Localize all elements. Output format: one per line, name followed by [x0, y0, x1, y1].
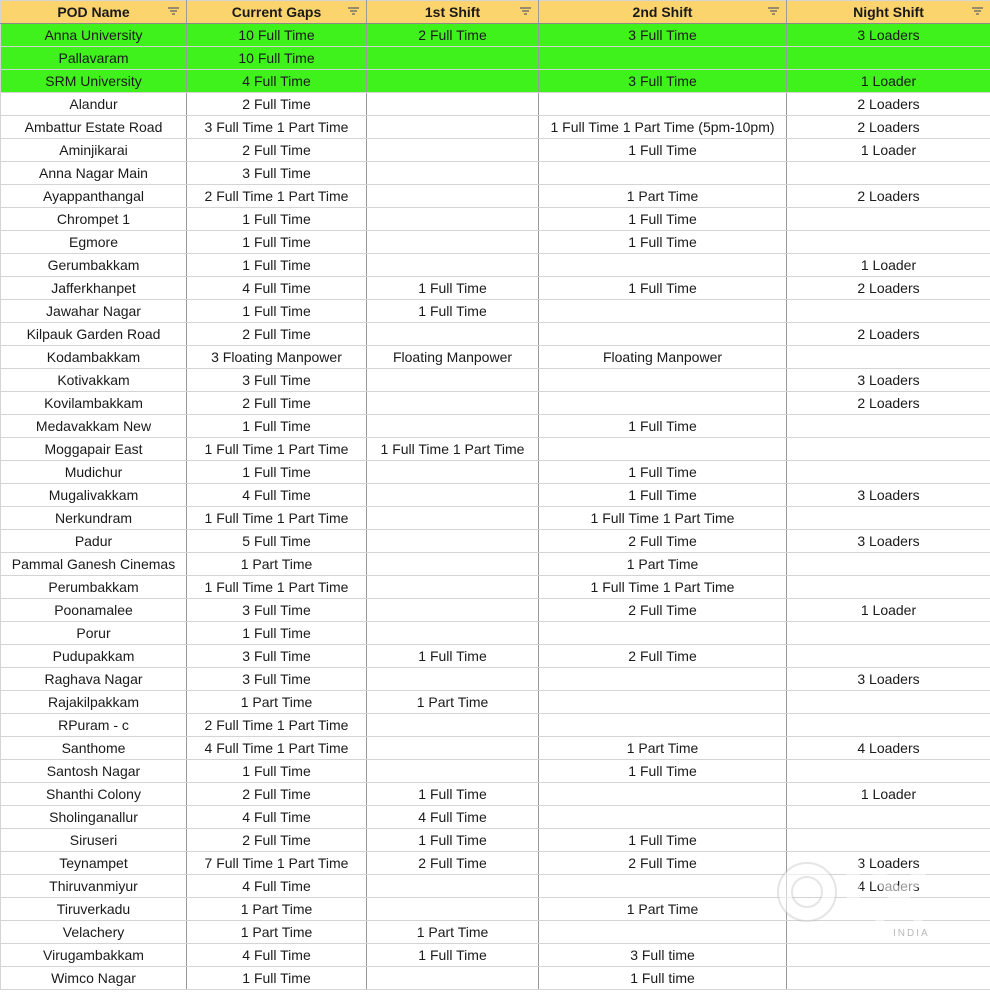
cell-2nd-shift[interactable]: 3 Full Time — [539, 70, 787, 93]
cell-night-shift[interactable]: 4 Loaders — [787, 875, 990, 898]
cell-night-shift[interactable]: 3 Loaders — [787, 369, 990, 392]
cell-1st-shift[interactable] — [367, 323, 539, 346]
cell-current-gaps[interactable]: 3 Full Time — [187, 369, 367, 392]
cell-1st-shift[interactable] — [367, 208, 539, 231]
cell-current-gaps[interactable]: 4 Full Time — [187, 277, 367, 300]
cell-current-gaps[interactable]: 1 Full Time 1 Part Time — [187, 576, 367, 599]
cell-night-shift[interactable]: 1 Loader — [787, 70, 990, 93]
cell-2nd-shift[interactable]: 1 Full Time — [539, 760, 787, 783]
filter-icon[interactable] — [347, 6, 360, 17]
cell-1st-shift[interactable] — [367, 760, 539, 783]
cell-1st-shift[interactable] — [367, 369, 539, 392]
cell-2nd-shift[interactable]: 1 Full Time — [539, 277, 787, 300]
cell-1st-shift[interactable]: Floating Manpower — [367, 346, 539, 369]
table-row[interactable] — [1, 806, 990, 829]
cell-pod-name[interactable]: Kodambakkam — [1, 346, 187, 369]
cell-pod-name[interactable]: Sholinganallur — [1, 806, 187, 829]
cell-current-gaps[interactable]: 1 Part Time — [187, 691, 367, 714]
cell-current-gaps[interactable]: 2 Full Time — [187, 829, 367, 852]
column-header-label: POD Name — [57, 4, 130, 20]
cell-2nd-shift[interactable] — [539, 392, 787, 415]
cell-current-gaps[interactable]: 1 Full Time 1 Part Time — [187, 507, 367, 530]
table-row[interactable] — [1, 139, 990, 162]
cell-2nd-shift[interactable] — [539, 254, 787, 277]
cell-pod-name[interactable]: Poonamalee — [1, 599, 187, 622]
cell-pod-name[interactable]: Moggapair East — [1, 438, 187, 461]
cell-night-shift[interactable] — [787, 47, 990, 70]
cell-1st-shift[interactable] — [367, 162, 539, 185]
cell-1st-shift[interactable] — [367, 622, 539, 645]
cell-2nd-shift[interactable]: 2 Full Time — [539, 852, 787, 875]
table-row[interactable] — [1, 185, 990, 208]
cell-pod-name[interactable]: Chrompet 1 — [1, 208, 187, 231]
cell-2nd-shift[interactable]: 1 Full Time — [539, 484, 787, 507]
column-header-pod-name[interactable] — [1, 1, 187, 24]
table-row[interactable] — [1, 553, 990, 576]
cell-1st-shift[interactable]: 2 Full Time — [367, 852, 539, 875]
cell-pod-name[interactable]: Anna University — [1, 24, 187, 47]
cell-pod-name[interactable]: Ambattur Estate Road — [1, 116, 187, 139]
cell-night-shift[interactable] — [787, 208, 990, 231]
cell-1st-shift[interactable] — [367, 185, 539, 208]
cell-2nd-shift[interactable]: 1 Full Time — [539, 208, 787, 231]
cell-current-gaps[interactable]: 5 Full Time — [187, 530, 367, 553]
table-row[interactable] — [1, 645, 990, 668]
cell-current-gaps[interactable]: 2 Full Time 1 Part Time — [187, 714, 367, 737]
cell-pod-name[interactable]: Mudichur — [1, 461, 187, 484]
filter-icon[interactable] — [767, 6, 780, 17]
cell-current-gaps[interactable]: 1 Full Time — [187, 461, 367, 484]
cell-current-gaps[interactable]: 1 Full Time — [187, 622, 367, 645]
column-header-current-gaps[interactable] — [187, 1, 367, 24]
table-row[interactable] — [1, 760, 990, 783]
cell-current-gaps[interactable]: 4 Full Time — [187, 944, 367, 967]
cell-current-gaps[interactable]: 2 Full Time 1 Part Time — [187, 185, 367, 208]
cell-1st-shift[interactable] — [367, 576, 539, 599]
table-row[interactable] — [1, 254, 990, 277]
column-header-label: Night Shift — [853, 4, 924, 20]
cell-night-shift[interactable] — [787, 162, 990, 185]
column-header-1st-shift[interactable] — [367, 1, 539, 24]
cell-night-shift[interactable] — [787, 921, 990, 944]
cell-night-shift[interactable] — [787, 944, 990, 967]
cell-pod-name[interactable]: Pallavaram — [1, 47, 187, 70]
column-header-label: 1st Shift — [424, 4, 481, 20]
cell-current-gaps[interactable]: 1 Full Time — [187, 208, 367, 231]
cell-current-gaps[interactable]: 10 Full Time — [187, 47, 367, 70]
cell-current-gaps[interactable]: 10 Full Time — [187, 24, 367, 47]
cell-pod-name[interactable]: Kotivakkam — [1, 369, 187, 392]
cell-pod-name[interactable]: Raghava Nagar — [1, 668, 187, 691]
cell-pod-name[interactable]: Perumbakkam — [1, 576, 187, 599]
cell-2nd-shift[interactable]: 1 Full Time — [539, 139, 787, 162]
cell-current-gaps[interactable]: 1 Part Time — [187, 898, 367, 921]
cell-1st-shift[interactable] — [367, 93, 539, 116]
table-row[interactable] — [1, 484, 990, 507]
table-row[interactable] — [1, 231, 990, 254]
table-row[interactable] — [1, 530, 990, 553]
cell-night-shift[interactable]: 3 Loaders — [787, 24, 990, 47]
table-body — [1, 24, 990, 990]
cell-1st-shift[interactable] — [367, 461, 539, 484]
cell-night-shift[interactable] — [787, 576, 990, 599]
cell-current-gaps[interactable]: 2 Full Time — [187, 139, 367, 162]
cell-night-shift[interactable] — [787, 231, 990, 254]
cell-2nd-shift[interactable] — [539, 93, 787, 116]
cell-2nd-shift[interactable]: 3 Full Time — [539, 24, 787, 47]
header-row — [1, 1, 990, 24]
table-row[interactable] — [1, 277, 990, 300]
cell-2nd-shift[interactable] — [539, 806, 787, 829]
cell-1st-shift[interactable]: 1 Full Time — [367, 944, 539, 967]
cell-pod-name[interactable]: Jawahar Nagar — [1, 300, 187, 323]
table-row[interactable] — [1, 967, 990, 990]
cell-current-gaps[interactable]: 2 Full Time — [187, 93, 367, 116]
cell-current-gaps[interactable]: 2 Full Time — [187, 783, 367, 806]
cell-night-shift[interactable]: 1 Loader — [787, 599, 990, 622]
cell-night-shift[interactable]: 3 Loaders — [787, 668, 990, 691]
cell-2nd-shift[interactable]: 1 Part Time — [539, 553, 787, 576]
cell-night-shift[interactable] — [787, 760, 990, 783]
table-row[interactable] — [1, 461, 990, 484]
cell-pod-name[interactable]: Santosh Nagar — [1, 760, 187, 783]
cell-1st-shift[interactable]: 1 Full Time — [367, 829, 539, 852]
cell-pod-name[interactable]: Thiruvanmiyur — [1, 875, 187, 898]
cell-pod-name[interactable]: Santhome — [1, 737, 187, 760]
cell-2nd-shift[interactable]: 1 Full Time 1 Part Time — [539, 576, 787, 599]
cell-pod-name[interactable]: Virugambakkam — [1, 944, 187, 967]
cell-night-shift[interactable] — [787, 415, 990, 438]
cell-1st-shift[interactable]: 1 Full Time — [367, 645, 539, 668]
cell-current-gaps[interactable]: 1 Full Time — [187, 760, 367, 783]
cell-1st-shift[interactable] — [367, 507, 539, 530]
cell-2nd-shift[interactable] — [539, 691, 787, 714]
cell-2nd-shift[interactable] — [539, 300, 787, 323]
cell-night-shift[interactable]: 2 Loaders — [787, 392, 990, 415]
cell-night-shift[interactable]: 3 Loaders — [787, 484, 990, 507]
cell-night-shift[interactable] — [787, 622, 990, 645]
cell-current-gaps[interactable]: 1 Full Time — [187, 967, 367, 990]
watermark-sub: INDIA — [893, 928, 930, 939]
cell-pod-name[interactable]: Kovilambakkam — [1, 392, 187, 415]
table-row[interactable] — [1, 507, 990, 530]
table-row[interactable] — [1, 323, 990, 346]
column-header-label: Current Gaps — [231, 4, 322, 20]
cell-pod-name[interactable]: Kilpauk Garden Road — [1, 323, 187, 346]
cell-1st-shift[interactable] — [367, 668, 539, 691]
table-row[interactable] — [1, 93, 990, 116]
cell-1st-shift[interactable] — [367, 967, 539, 990]
cell-current-gaps[interactable]: 1 Full Time — [187, 300, 367, 323]
cell-night-shift[interactable]: 1 Loader — [787, 783, 990, 806]
cell-2nd-shift[interactable]: 1 Full Time 1 Part Time — [539, 507, 787, 530]
cell-pod-name[interactable]: Gerumbakkam — [1, 254, 187, 277]
cell-2nd-shift[interactable]: 1 Part Time — [539, 737, 787, 760]
cell-2nd-shift[interactable] — [539, 323, 787, 346]
cell-1st-shift[interactable]: 1 Full Time — [367, 300, 539, 323]
filter-icon[interactable] — [971, 6, 984, 17]
table-row[interactable] — [1, 921, 990, 944]
cell-2nd-shift[interactable] — [539, 438, 787, 461]
cell-1st-shift[interactable]: 1 Full Time — [367, 783, 539, 806]
cell-pod-name[interactable]: Pammal Ganesh Cinemas — [1, 553, 187, 576]
cell-current-gaps[interactable]: 3 Full Time — [187, 668, 367, 691]
cell-2nd-shift[interactable] — [539, 921, 787, 944]
cell-2nd-shift[interactable]: 1 Full time — [539, 967, 787, 990]
cell-2nd-shift[interactable]: 1 Full Time — [539, 829, 787, 852]
table-row[interactable] — [1, 116, 990, 139]
cell-pod-name[interactable]: Anna Nagar Main — [1, 162, 187, 185]
table-row[interactable] — [1, 576, 990, 599]
cell-2nd-shift[interactable]: 1 Part Time — [539, 185, 787, 208]
column-header-night-shift[interactable] — [787, 1, 990, 24]
cell-pod-name[interactable]: Mugalivakkam — [1, 484, 187, 507]
table-row[interactable] — [1, 300, 990, 323]
cell-night-shift[interactable] — [787, 300, 990, 323]
cell-2nd-shift[interactable]: 1 Part Time — [539, 898, 787, 921]
table-row[interactable] — [1, 369, 990, 392]
cell-night-shift[interactable] — [787, 967, 990, 990]
cell-current-gaps[interactable]: 3 Full Time 1 Part Time — [187, 116, 367, 139]
cell-1st-shift[interactable] — [367, 875, 539, 898]
table-row[interactable] — [1, 162, 990, 185]
cell-2nd-shift[interactable]: 2 Full Time — [539, 599, 787, 622]
cell-pod-name[interactable]: Ayappanthangal — [1, 185, 187, 208]
cell-night-shift[interactable] — [787, 806, 990, 829]
cell-current-gaps[interactable]: 7 Full Time 1 Part Time — [187, 852, 367, 875]
cell-current-gaps[interactable]: 3 Full Time — [187, 645, 367, 668]
table-row[interactable] — [1, 438, 990, 461]
cell-1st-shift[interactable] — [367, 553, 539, 576]
cell-night-shift[interactable] — [787, 829, 990, 852]
cell-1st-shift[interactable]: 1 Full Time 1 Part Time — [367, 438, 539, 461]
cell-night-shift[interactable] — [787, 438, 990, 461]
table-row[interactable] — [1, 70, 990, 93]
cell-pod-name[interactable]: SRM University — [1, 70, 187, 93]
cell-1st-shift[interactable] — [367, 599, 539, 622]
table-row[interactable] — [1, 875, 990, 898]
cell-current-gaps[interactable]: 4 Full Time — [187, 806, 367, 829]
table-row[interactable] — [1, 208, 990, 231]
cell-current-gaps[interactable]: 3 Full Time — [187, 162, 367, 185]
cell-night-shift[interactable]: 4 Loaders — [787, 737, 990, 760]
cell-night-shift[interactable]: 2 Loaders — [787, 116, 990, 139]
cell-current-gaps[interactable]: 1 Full Time 1 Part Time — [187, 438, 367, 461]
cell-night-shift[interactable]: 3 Loaders — [787, 852, 990, 875]
cell-1st-shift[interactable]: 4 Full Time — [367, 806, 539, 829]
table-row[interactable] — [1, 415, 990, 438]
cell-2nd-shift[interactable]: 2 Full Time — [539, 645, 787, 668]
cell-1st-shift[interactable] — [367, 47, 539, 70]
cell-current-gaps[interactable]: 1 Full Time — [187, 231, 367, 254]
filter-icon[interactable] — [519, 6, 532, 17]
cell-2nd-shift[interactable] — [539, 875, 787, 898]
cell-1st-shift[interactable] — [367, 392, 539, 415]
table-row[interactable] — [1, 24, 990, 47]
table-row[interactable] — [1, 691, 990, 714]
cell-pod-name[interactable]: Jafferkhanpet — [1, 277, 187, 300]
cell-pod-name[interactable]: Egmore — [1, 231, 187, 254]
cell-pod-name[interactable]: Siruseri — [1, 829, 187, 852]
cell-1st-shift[interactable] — [367, 70, 539, 93]
cell-current-gaps[interactable]: 1 Part Time — [187, 921, 367, 944]
cell-1st-shift[interactable]: 2 Full Time — [367, 24, 539, 47]
cell-current-gaps[interactable]: 2 Full Time — [187, 392, 367, 415]
cell-night-shift[interactable] — [787, 346, 990, 369]
table-row[interactable] — [1, 392, 990, 415]
cell-current-gaps[interactable]: 3 Full Time — [187, 599, 367, 622]
cell-1st-shift[interactable] — [367, 415, 539, 438]
cell-2nd-shift[interactable] — [539, 162, 787, 185]
cell-2nd-shift[interactable] — [539, 369, 787, 392]
cell-2nd-shift[interactable] — [539, 714, 787, 737]
cell-night-shift[interactable] — [787, 898, 990, 921]
table-row[interactable] — [1, 599, 990, 622]
cell-pod-name[interactable]: Medavakkam New — [1, 415, 187, 438]
cell-night-shift[interactable]: 3 Loaders — [787, 530, 990, 553]
cell-pod-name[interactable]: Aminjikarai — [1, 139, 187, 162]
cell-night-shift[interactable] — [787, 507, 990, 530]
cell-night-shift[interactable]: 2 Loaders — [787, 185, 990, 208]
cell-night-shift[interactable]: 2 Loaders — [787, 277, 990, 300]
table-row[interactable] — [1, 47, 990, 70]
cell-current-gaps[interactable]: 3 Floating Manpower — [187, 346, 367, 369]
cell-1st-shift[interactable] — [367, 484, 539, 507]
cell-night-shift[interactable] — [787, 714, 990, 737]
cell-2nd-shift[interactable]: 1 Full Time — [539, 231, 787, 254]
cell-night-shift[interactable]: 1 Loader — [787, 254, 990, 277]
cell-current-gaps[interactable]: 1 Part Time — [187, 553, 367, 576]
table-row[interactable] — [1, 852, 990, 875]
cell-1st-shift[interactable] — [367, 737, 539, 760]
cell-current-gaps[interactable]: 4 Full Time — [187, 484, 367, 507]
cell-night-shift[interactable] — [787, 553, 990, 576]
cell-pod-name[interactable]: Wimco Nagar — [1, 967, 187, 990]
cell-1st-shift[interactable] — [367, 116, 539, 139]
cell-night-shift[interactable] — [787, 691, 990, 714]
table-row[interactable] — [1, 829, 990, 852]
cell-night-shift[interactable]: 2 Loaders — [787, 93, 990, 116]
cell-pod-name[interactable]: Alandur — [1, 93, 187, 116]
table-row[interactable] — [1, 737, 990, 760]
cell-2nd-shift[interactable] — [539, 668, 787, 691]
table-row[interactable] — [1, 783, 990, 806]
cell-2nd-shift[interactable]: 1 Full Time 1 Part Time (5pm-10pm) — [539, 116, 787, 139]
cell-1st-shift[interactable] — [367, 254, 539, 277]
cell-pod-name[interactable]: Teynampet — [1, 852, 187, 875]
cell-night-shift[interactable] — [787, 645, 990, 668]
cell-pod-name[interactable]: Rajakilpakkam — [1, 691, 187, 714]
cell-pod-name[interactable]: Shanthi Colony — [1, 783, 187, 806]
cell-current-gaps[interactable]: 2 Full Time — [187, 323, 367, 346]
column-header-2nd-shift[interactable] — [539, 1, 787, 24]
cell-2nd-shift[interactable]: 1 Full Time — [539, 461, 787, 484]
cell-current-gaps[interactable]: 4 Full Time — [187, 70, 367, 93]
cell-2nd-shift[interactable]: 2 Full Time — [539, 530, 787, 553]
cell-2nd-shift[interactable] — [539, 783, 787, 806]
cell-current-gaps[interactable]: 1 Full Time — [187, 254, 367, 277]
cell-1st-shift[interactable] — [367, 231, 539, 254]
cell-pod-name[interactable]: RPuram - c — [1, 714, 187, 737]
table-row[interactable] — [1, 944, 990, 967]
cell-2nd-shift[interactable]: 3 Full time — [539, 944, 787, 967]
cell-night-shift[interactable]: 1 Loader — [787, 139, 990, 162]
cell-1st-shift[interactable] — [367, 898, 539, 921]
filter-icon[interactable] — [167, 6, 180, 17]
cell-pod-name[interactable]: Tiruverkadu — [1, 898, 187, 921]
cell-2nd-shift[interactable]: Floating Manpower — [539, 346, 787, 369]
column-header-label: 2nd Shift — [632, 4, 693, 20]
cell-1st-shift[interactable] — [367, 714, 539, 737]
cell-2nd-shift[interactable]: 1 Full Time — [539, 415, 787, 438]
cell-2nd-shift[interactable] — [539, 622, 787, 645]
cell-pod-name[interactable]: Padur — [1, 530, 187, 553]
cell-1st-shift[interactable] — [367, 530, 539, 553]
table-row[interactable] — [1, 622, 990, 645]
cell-night-shift[interactable]: 2 Loaders — [787, 323, 990, 346]
cell-1st-shift[interactable]: 1 Full Time — [367, 277, 539, 300]
cell-pod-name[interactable]: Porur — [1, 622, 187, 645]
table-row[interactable] — [1, 668, 990, 691]
table-row[interactable] — [1, 714, 990, 737]
cell-current-gaps[interactable]: 4 Full Time 1 Part Time — [187, 737, 367, 760]
cell-1st-shift[interactable]: 1 Part Time — [367, 691, 539, 714]
cell-pod-name[interactable]: Velachery — [1, 921, 187, 944]
cell-current-gaps[interactable]: 1 Full Time — [187, 415, 367, 438]
cell-1st-shift[interactable] — [367, 139, 539, 162]
cell-pod-name[interactable]: Pudupakkam — [1, 645, 187, 668]
cell-1st-shift[interactable]: 1 Part Time — [367, 921, 539, 944]
cell-pod-name[interactable]: Nerkundram — [1, 507, 187, 530]
cell-2nd-shift[interactable] — [539, 47, 787, 70]
cell-current-gaps[interactable]: 4 Full Time — [187, 875, 367, 898]
table-row[interactable] — [1, 898, 990, 921]
table-row[interactable] — [1, 346, 990, 369]
cell-night-shift[interactable] — [787, 461, 990, 484]
